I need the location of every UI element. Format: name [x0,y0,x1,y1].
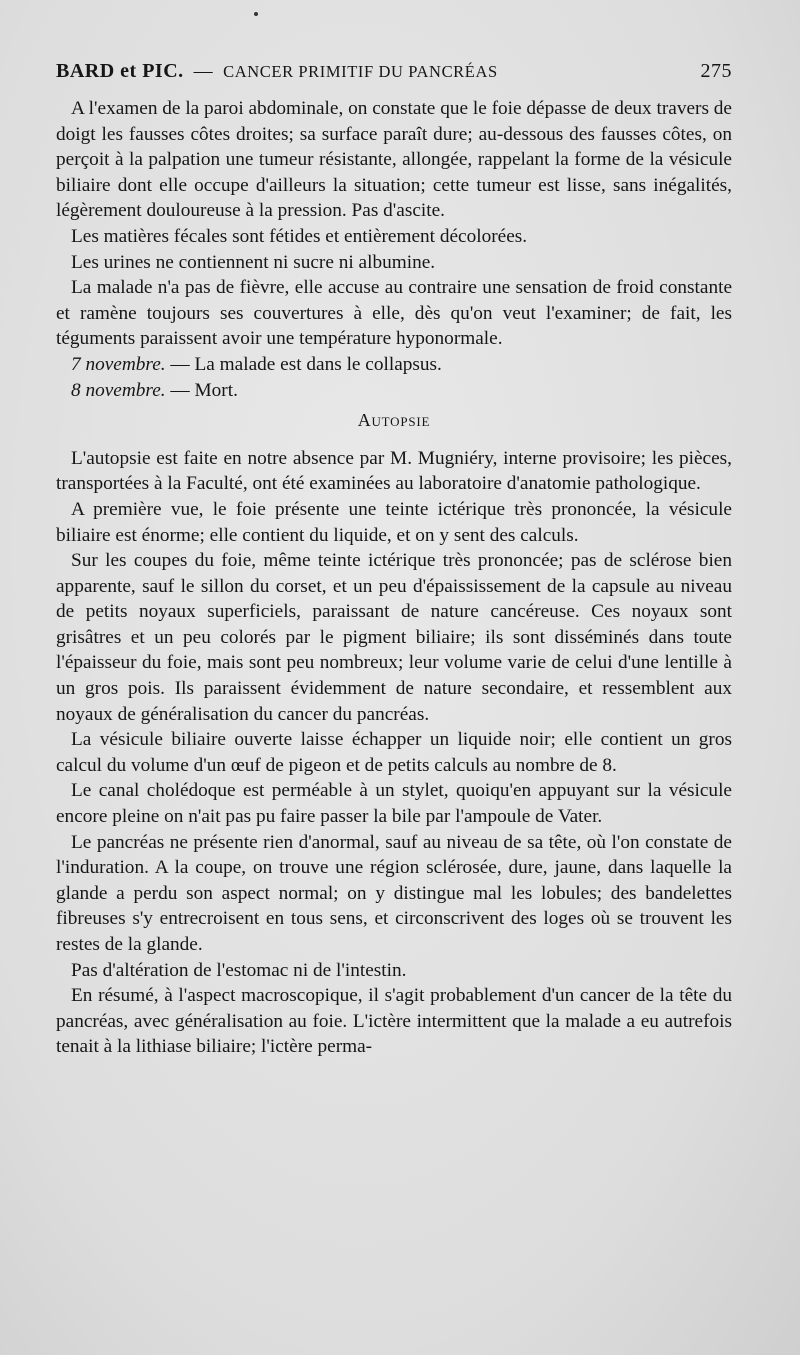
paragraph-nov-7 [56,352,732,378]
entry-nov-8: — Mort. [165,379,238,401]
header-separator: — [193,61,214,82]
header-title: CANCER PRIMITIF DU PANCRÉAS [223,62,498,81]
paragraph-autopsy-intro: L'autopsie est faite en notre absence par M. Mugniéry, interne provisoire; les pièces, transportées à la Faculté, ont été examinées au laboratoire d'anatomie pathologique. [56,447,732,495]
date-nov-8: 8 novembre. [71,379,166,401]
body-text [56,96,732,1060]
paragraph-nov-8 [56,378,732,404]
paragraph-liver-sections: Sur les coupes du foie, même teinte ictérique très prononcée; pas de sclérose bien apparente, sauf le sillon du corset, et un peu d'épaississement de la capsule au niveau de petits noyaux superficiels, paraissant de nature cancéreuse. Ces noyaux sont grisâtres et un peu colorés par le pigment biliaire; ils sont disséminés dans toute l'épaisseur du foie, mais sont peu nombreux; leur volume varie de celui d'une lentille à un gros pois. Ils paraissent évidemment de nature secondaire, et ressemblent aux noyaux de généralisation du cancer du pancréas. [56,550,732,725]
paragraph-bile-duct: Le canal cholédoque est perméable à un stylet, quoiqu'en appuyant sur la vésicule encore pleine on n'ait pas pu faire passer la bile par l'ampoule de Vater. [56,780,732,828]
paragraph-feces: Les matières fécales sont fétides et entièrement décolorées. [71,225,528,247]
paragraph-pancreas: Le pancréas ne présente rien d'anormal, sauf au niveau de sa tête, où l'on constate de l'induration. A la coupe, on trouve une région sclérosée, dure, jaune, dans laquelle la glande a perdu son aspect normal; on y distingue mal les lobules; des bandelettes fibreuses s'y entrecroisent en tous sens, et circonscrivent des loges où se trouvent les restes de la glande. [56,831,732,955]
paragraph-summary: En résumé, à l'aspect macroscopique, il s'agit probablement d'un cancer de la tête du pancréas, avec généralisation au foie. L'ictère intermittent que la malade a eu autrefois tenait à la lithiase biliaire; l'ictère perma- [56,985,732,1058]
paragraph-stomach: Pas d'altération de l'estomac ni de l'intestin. [71,959,407,981]
paragraph-urine: Les urines ne contiennent ni sucre ni albumine. [71,251,436,273]
paragraph-first-view: A première vue, le foie présente une teinte ictérique très prononcée, la vésicule biliaire est énorme; elle contient du liquide, et on y sent des calculs. [56,498,732,546]
page-number: 275 [700,60,732,82]
date-nov-7: 7 novembre. [71,353,166,375]
paragraph-abdominal-exam: A l'examen de la paroi abdominale, on constate que le foie dépasse de deux travers de doigt les fausses côtes droites; sa surface paraît dure; au-dessous des fausses côtes, on perçoit à la palpation une tumeur résistante, allongée, rappelant la forme de la vésicule biliaire dont elle occupe d'ailleurs la situation; cette tumeur est lisse, sans inégalités, légèrement douloureuse à la pression. Pas d'ascite. [56,98,732,222]
entry-nov-7: — La malade est dans le collapsus. [165,353,442,375]
section-heading-autopsie: Autopsie [357,410,431,431]
paragraph-fever: La malade n'a pas de fièvre, elle accuse au contraire une sensation de froid constante et ramène toujours ses couvertures à elle, dès qu'on veut l'examiner; de fait, les téguments paraissent avoir une température hyponormale. [56,277,732,350]
ink-speck [254,12,258,16]
running-header [56,60,732,83]
header-authors: BARD et PIC. [56,60,184,82]
paragraph-gallbladder: La vésicule biliaire ouverte laisse échapper un liquide noir; elle contient un gros calcul du volume d'un œuf de pigeon et de petits calculs au nombre de 8. [56,729,732,776]
